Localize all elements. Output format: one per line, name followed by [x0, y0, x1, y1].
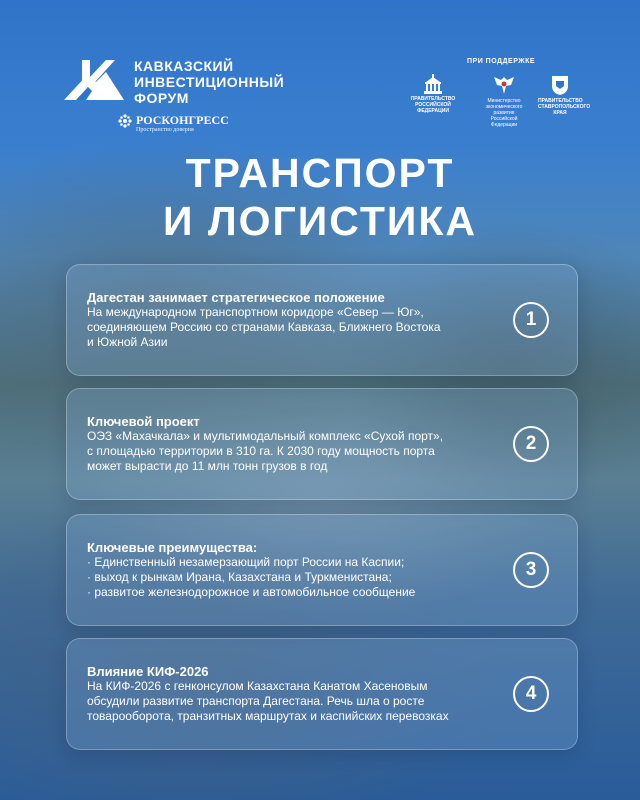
forum-name: [134, 58, 284, 106]
info-card: [66, 264, 578, 376]
card-body-line: может вырасти до 11 млн тонн грузов в год: [87, 459, 328, 473]
stavropol-emblem-icon: [551, 74, 569, 96]
partner-line: Российской Федерации: [490, 116, 518, 128]
partner-line: ФЕДЕРАЦИИ: [417, 108, 449, 114]
card-body-line: · выход к рынкам Ирана, Казахстана и Туркменистана;: [87, 570, 392, 584]
card-body-line: товарооборота, транзитных маршрутах и каспийских перевозках: [87, 709, 449, 723]
card-number-badge: 2: [513, 426, 549, 462]
forum-name-line: КАВКАЗСКИЙ: [134, 58, 234, 74]
roscongress-name: РОСКОНГРЕСС: [136, 113, 229, 127]
government-building-icon: [422, 74, 444, 94]
partner-line: РОССИЙСКОЙ: [415, 102, 451, 108]
card-body-line: и Южной Азии: [87, 335, 168, 349]
partner-line: ПРАВИТЕЛЬСТВО: [410, 96, 456, 102]
card-number-badge: 4: [513, 676, 549, 712]
forum-logo-icon: [62, 60, 126, 102]
partner-line: экономического развития: [485, 104, 523, 116]
info-card: [66, 388, 578, 500]
header: [0, 0, 640, 140]
eagle-emblem-icon: [492, 74, 516, 96]
page-title-line-1: ТРАНСПОРТ: [185, 150, 455, 196]
page-title-line-2: И ЛОГИСТИКА: [163, 198, 477, 244]
card-body-line: · Единственный незамерзающий порт России на Каспии;: [87, 555, 405, 569]
card-body-line: соединяющем Россию со странами Кавказа, Ближнего Востока: [87, 320, 441, 334]
partner-government: [408, 74, 458, 114]
card-number-badge: 3: [513, 552, 549, 588]
partner-line: ПРАВИТЕЛЬСТВО: [538, 98, 583, 104]
card-body-line: с площадью территории в 310 га. К 2030 году мощность порта: [87, 444, 435, 458]
card-number-badge: 1: [513, 302, 549, 338]
support-title: ПРИ ПОДДЕРЖКЕ: [467, 58, 536, 65]
card-title: Влияние КИФ-2026: [87, 664, 209, 679]
forum-name-line: ФОРУМ: [134, 90, 189, 106]
card-title: Дагестан занимает стратегическое положение: [87, 290, 385, 305]
roscongress-icon: [118, 114, 132, 128]
roscongress-logo: [118, 114, 229, 134]
card-body-line: обсудили развитие транспорта Дагестана. Речь шла о росте: [87, 694, 425, 708]
card-body-line: ОЭЗ «Махачкала» и мультимодальный комплекс «Сухой порт»,: [87, 429, 444, 443]
info-card: [66, 638, 578, 750]
partner-ministry: [478, 74, 530, 128]
card-body-line: На международном транспортном коридоре «Север — Юг»,: [87, 305, 424, 319]
roscongress-tagline: Пространство доверия: [136, 127, 194, 133]
card-body-line: На КИФ-2026 с генконсулом Казахстана Канатом Хасеновым: [87, 679, 428, 693]
card-title: Ключевой проект: [87, 414, 200, 429]
partner-line: СТАВРОПОЛЬСКОГО КРАЯ: [538, 104, 591, 116]
partner-line: Министерство: [487, 98, 521, 104]
forum-name-line: ИНВЕСТИЦИОННЫЙ: [134, 74, 285, 90]
card-body-line: · развитое железнодорожное и автомобильное сообщение: [87, 585, 416, 599]
partner-stavropol: [538, 74, 591, 116]
card-title: Ключевые преимущества:: [87, 540, 258, 555]
info-card: [66, 514, 578, 626]
